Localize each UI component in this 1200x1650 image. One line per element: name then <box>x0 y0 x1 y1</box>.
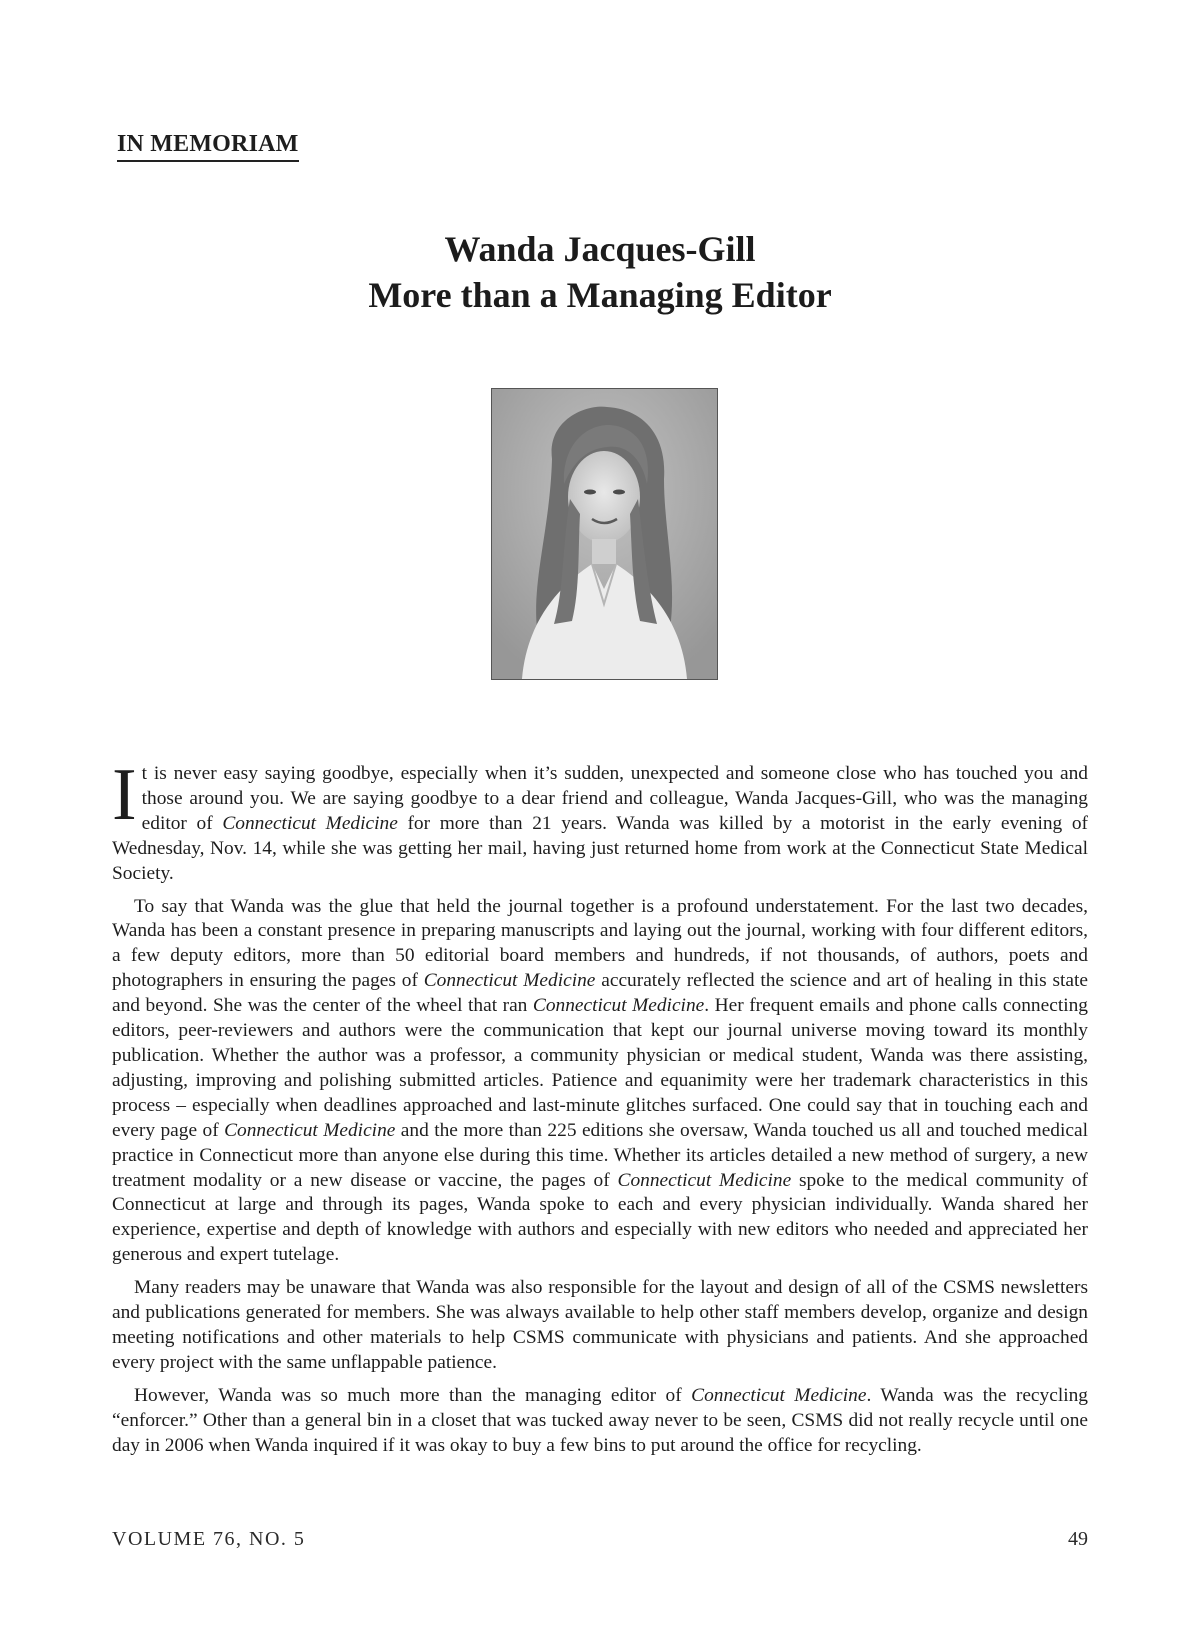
paragraph-4: However, Wanda was so much more than the managing editor of Connecticut Medicine. Wanda was the recycling “enforcer.” Other than a general bin in a closet that was tucked away never to be seen, CSMS did not really recycle until one day in 2006 when Wanda inquired if it was okay to buy a few bins to put around the office for recycling. <box>112 1384 1089 1456</box>
article-body <box>112 754 1089 1466</box>
portrait-illustration <box>492 389 717 679</box>
journal-name: Connecticut Medicine <box>224 1119 396 1141</box>
volume-issue: VOLUME 76, NO. 5 <box>112 1528 306 1550</box>
journal-name: Connecticut Medicine <box>423 970 596 992</box>
title-line-1: Wanda Jacques-Gill <box>444 229 756 269</box>
journal-name: Connecticut Medicine <box>532 995 705 1017</box>
journal-name: Connecticut Medicine <box>617 1169 792 1191</box>
journal-name: Connecticut Medicine <box>222 812 398 834</box>
drop-cap: I <box>112 754 137 836</box>
section-label: IN MEMORIAM <box>117 131 299 162</box>
page-number: 49 <box>1068 1528 1088 1550</box>
article-title <box>0 226 1200 318</box>
title-line-2: More than a Managing Editor <box>368 275 832 315</box>
journal-name: Connecticut Medicine <box>691 1384 867 1406</box>
paragraph-2: To say that Wanda was the glue that held the journal together is a profound understatement. For the last two decades, Wanda has been a constant presence in preparing manuscripts and laying out the journal, working with four different editors, a few deputy editors, more than 50 editorial board members and hundreds, if not thousands, of authors, poets and photographers in ensuring the pages of Connecticut Medicine accurately reflected the science and art of healing in this state and beyond. She was the center of the wheel that ran Connecticut Medicine. Her frequent emails and phone calls connecting editors, peer-reviewers and authors were the communication that kept our journal universe moving toward its monthly publication. Whether the author was a professor, a community physician or medical student, Wanda was there assisting, adjusting, improving and polishing submitted articles. Patience and equanimity were her trademark characteristics in this process – especially when deadlines approached and last-minute glitches surfaced. One could say that in touching each and every page of Connecticut Medicine and the more than 225 editions she oversaw, Wanda touched us all and touched medical practice in Connecticut more than anyone else during this time. Whether its articles detailed a new method of surgery, a new treatment modality or a new disease or vaccine, the pages of Connecticut Medicine spoke to the medical community of Connecticut at large and through its pages, Wanda spoke to each and every physician individually. Wanda shared her experience, expertise and depth of knowledge with authors and especially with new editors who needed and appreciated her generous and expert tutelage. <box>112 895 1089 1266</box>
paragraph-3: Many readers may be unaware that Wanda was also responsible for the layout and design of all of the CSMS newsletters and publications generated for members. She was always available to help other staff members develop, organize and design meeting notifications and other materials to help CSMS communicate with physicians and patients. And she approached every project with the same unflappable patience. <box>112 1277 1088 1373</box>
portrait-photo <box>491 388 718 680</box>
paragraph-1: It is never easy saying goodbye, especially when it’s sudden, unexpected and someone close who has touched you and those around you. We are saying goodbye to a dear friend and colleague, Wanda Jacques-Gill, who was the managing editor of Connecticut Medicine for more than 21 years. Wanda was killed by a motorist in the early evening of Wednesday, Nov. 14, while she was getting her mail, having just returned home from work at the Connecticut State Medical Society. <box>112 754 1089 884</box>
